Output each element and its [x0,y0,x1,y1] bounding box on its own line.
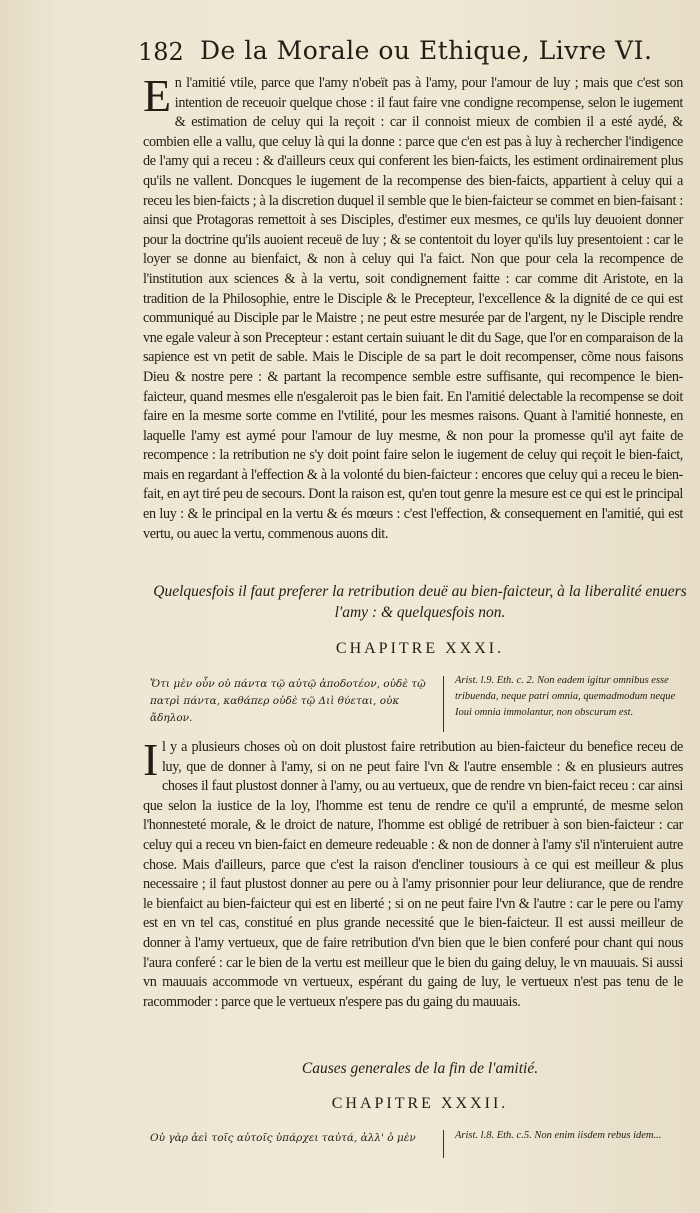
chapter-title-32: CHAPITRE XXXII. [331,1095,509,1112]
greek-quote-aristotle-2: Οὐ γὰρ ἀεὶ τοῖς αὐτοῖς ὑπάρχει ταὐτά, ἀλλ' ὁ μὲν [150,1132,416,1144]
column-divider [443,676,444,732]
running-title: De la Morale ou Ethique, Livre VI. [200,36,653,65]
chapter-title-31: CHAPITRE XXXI. [335,640,505,657]
greek-quote-aristotle-1: Ὅτι μὲν οὖν οὐ πάντα τῷ αὐτῷ ἀποδοτέον, οὐδὲ τῷ πατρὶ πάντα, καθάπερ οὐδὲ τῷ Διὶ θύεται, οὐκ ἄδηλον. [150,678,426,724]
margin-note-aristotle-1: Arist. l.9. Eth. c. 2. Non eadem igitur omnibus esse tribuenda, neque patri omnia, quemadmodum neque Ioui omnia immolantur, non obscurum est. [455,675,676,718]
paragraph-utility-friendship: En l'amitié vtile, parce que l'amy n'obeït pas à l'amy, pour l'amour de luy ; mais que c'est son intention de receuoir quelque chose : il faut faire vne condigne recompense, selon le iugement & estimation de celuy qui la reçoit : car il connoist mieux de combien il a esté aydé, & combien elle a vallu, que celuy là qui la donne : parce que c'en est pas à luy à rechercher l'indigence de l'amy qui a receu : & d'ailleurs ceux qui conferent les bien-faicts, les estiment ordinairement plus qu'ils ne vallent. Doncques le iugement de la recompense des bien-faicts, appartient à celuy qui a receu les bien-faicts ; à la discretion duquel il semble que le bien-faicteur se commet en bien-faisant : ainsi que Protagoras remettoit à ses Disciples, d'estimer eux mesmes, ce qu'ils luy deuoient donner pour la doctrine qu'ils auoient receuë de luy ; & se contentoit du loyer qu'ils luy presentoient : car le loyer se donne au bienfaict, & non à celuy qui l'a faict. Non que pour cela la recompence de l'institution aux sciences & à la vertu, soit condignement faitte : car comme dit Aristote, en la tradition de la Philosophie, entre le Disciple & le Precepteur, l'excellence & la dignité de ce qui est communiqué au Disciple par le Maistre ; ne peut estre mesurée par de l'argent, ny le Disciple rendre vne egale valeur à son Precepteur : estant certain suiuant le dit du Sage, que l'or en comparaison de la sapience est vn petit de sable. Mais le Disciple de sa part le doit recompenser, cõme nous faisons Dieu & nostre pere : & partant la recompence semble estre suffisante, qui recompence le bien-faicteur, quand mesmes elle n'esgaleroit pas le bien fait. En l'amitié delectable la recompense se doit faire en la mesme sorte comme en l'vtilité, pour les mesmes raisons. Quant à l'amitié honneste, en laquelle l'amy est aymé pour l'amour de luy mesme, & non pour la promesse qu'il ayt faite de recompence : la retribution ne s'y doit point faire selon le iugement de celuy qui reçoit le bien-faict, mais en regardant à l'effection & à la volonté du bien-faicteur : encores que celuy qui a receu le bien-fait, en ayt tiré peu de secours. Dont la raison est, qu'en tout genre la mesure est ce qui est le principal en luy : & le principal en la vertu & és mœurs : c'est l'effection, & consequement en l'amitié, qui est vertu, ou auec la vertu, commenous auons dit. [143,70,683,542]
section-heading-causes: Causes generales de la fin de l'amitié. [301,1060,539,1077]
running-header [138,36,678,72]
section-heading-retribution: Quelquesfois il faut preferer la retribution deuë au bien-faicteur, à la liberalité enuers l'amy : & quelquesfois non. [153,583,687,621]
page-number: 182 [138,38,184,66]
column-divider-2 [443,1130,444,1158]
paragraph-retribution: Il y a plusieurs choses où on doit plustost faire retribution au bien-faicteur du benefice receu de luy, que de donner à l'amy, si on ne peut faire l'vn & l'autre ensemble : & en plusieurs autres choses il faut plustost donner à l'amy, ou au vertueux, que de rendre vn bien-faict receu : car ainsi que selon la iustice de la loy, l'homme est tenu de rendre ce qu'il a emprunté, de mesme selon l'honnesteté morale, & le droict de nature, l'homme est obligé de retribuer à son bien-faicteur : car celuy qui a receu vn bien-faict en demeure redeuable : & non de donner à l'amy s'il n'interuient autre chose. Mais d'ailleurs, parce que c'est la raison d'encliner tousiours à ce qui est meilleur & plus necessaire ; il faut plustost donner au pere ou à l'amy prisonnier pour leur deliurance, que de rendre le bienfaict au bien-faicteur qui est en liberté ; si on ne peut faire l'vn & l'autre : car le pere ou l'amy est en vn tel cas, constitué en plus grande necessité que le bien-faicteur. Il est aussi meilleur de donner à l'amy vertueux, que de faire retribution d'vn bien que le bien conferé pour chant qui nous l'aura conferé : car le bien de la vertu est meilleur que le bien du gaing deluy, le vn mauuais. Si aussi vn mauuais accommode vn vertueux, espérant du gaing de luy, le vertueux n'est pas tenu de le racommoder : parce que le vertueux n'espere pas du gaing du mauuais. [143,734,683,1010]
margin-note-aristotle-2: Arist. l.8. Eth. c.5. Non enim iisdem rebus idem... [455,1130,662,1141]
